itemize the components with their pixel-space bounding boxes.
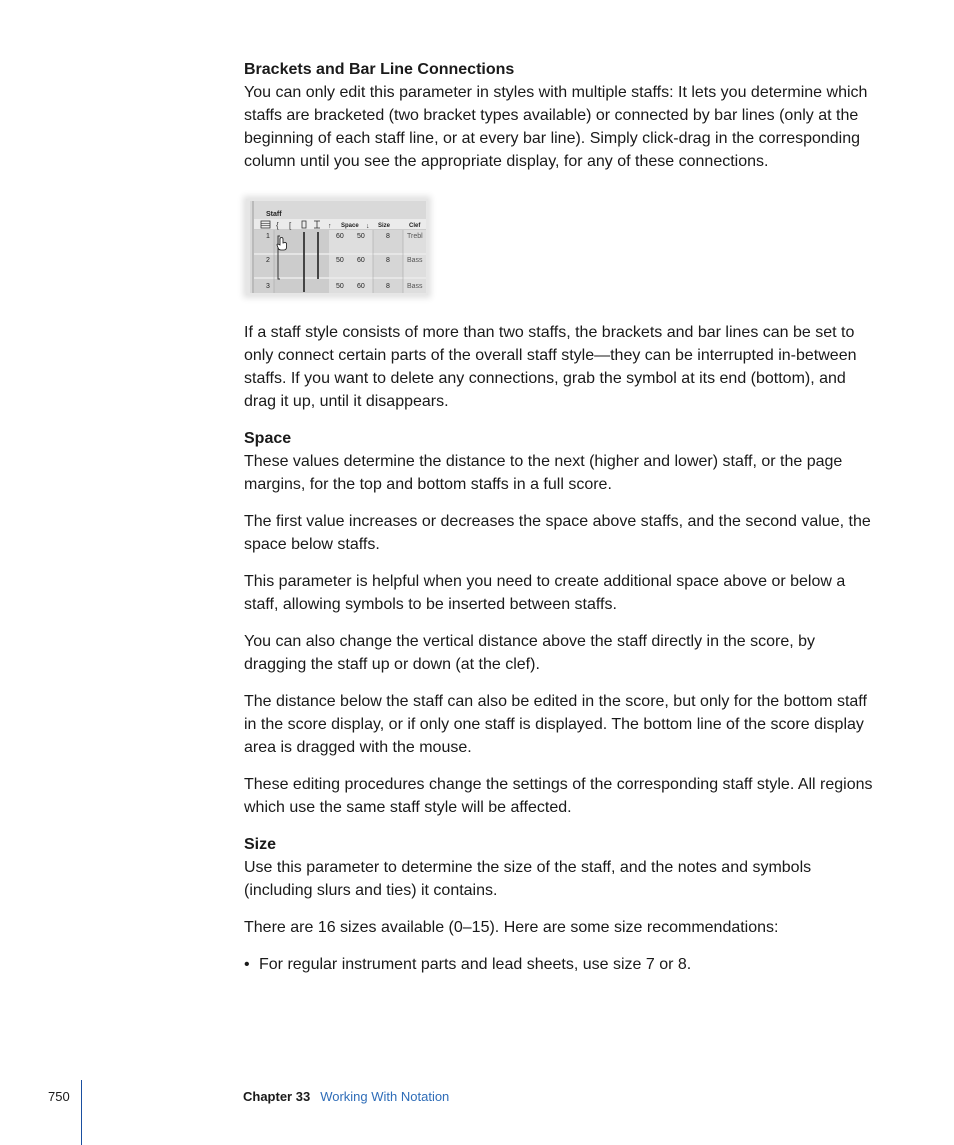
chapter-title-link[interactable]: Working With Notation [320,1089,450,1104]
space-paragraph-1: These values determine the distance to the next (higher and lower) staff, or the page margins, for the top and bottom staffs in a full score. [244,453,843,493]
page-number: 750 [48,1089,70,1104]
space-paragraph-5: The distance below the staff can also be edited in the score, but only for the bottom staff in the score display, or if only one staff is displayed. The bottom line of the score display area is dragged with the mouse. [244,693,867,756]
row-1-clef: Trebl [407,233,423,240]
row-2-clef: Bass [407,257,423,264]
chapter-label: Chapter 33 [243,1089,311,1104]
chapter-reference [243,1089,449,1104]
row-2-space-below: 60 [357,257,365,264]
staff-table-screenshot [246,199,428,295]
page-content [244,58,874,976]
header-size: Size [378,223,391,229]
row-1-number: 1 [266,233,270,240]
space-paragraph-3: This parameter is helpful when you need to create additional space above or below a staff, allowing symbols to be inserted between staffs. [244,573,846,613]
size-paragraph-2: There are 16 sizes available (0–15). Here are some size recommendations: [244,919,779,936]
bracket-icon: [ [289,221,292,230]
row-3-size: 8 [386,283,390,290]
section-heading-space: Space [244,430,292,447]
page-footer [0,1080,954,1145]
figure-title: Staff [266,211,282,218]
after-figure-paragraph: If a staff style consists of more than two staffs, the brackets and bar lines can be set to only connect certain parts of the overall staff style—they can be interrupted in-between staffs. If you want to delete any connections, grab the symbol at its end (bottom), and drag it up, until it disappears. [244,324,857,410]
section-heading-brackets: Brackets and Bar Line Connections [244,61,515,78]
row-3-space-below: 60 [357,283,365,290]
brackets-paragraph: You can only edit this parameter in styles with multiple staffs: It lets you determine which staffs are bracketed (two bracket types available) or connected by bar lines (only at the beginning of each staff line, or at every bar line). Simply click-drag in the corresponding column until you see the appropriate display, for any of these connections. [244,84,868,170]
row-1-space-below: 50 [357,233,365,240]
brace-icon: { [276,221,279,230]
space-paragraph-2: The first value increases or decreases the space above staffs, and the second value, the space below staffs. [244,513,871,553]
header-clef: Clef [409,223,421,229]
footer-divider [81,1080,82,1145]
row-1-size: 8 [386,233,390,240]
row-1-space-above: 60 [336,233,344,240]
space-down-icon: ↓ [366,223,370,230]
list-item: • For regular instrument parts and lead sheets, use size 7 or 8. [244,953,874,976]
space-paragraph-4: You can also change the vertical distance above the staff directly in the score, by dragging the staff up or down (at the clef). [244,633,816,673]
size-paragraph-1: Use this parameter to determine the size of the staff, and the notes and symbols (including slurs and ties) it contains. [244,859,812,899]
header-space: Space [341,223,359,229]
row-2-number: 2 [266,257,270,264]
row-3-space-above: 50 [336,283,344,290]
space-up-icon: ↑ [328,223,332,230]
section-heading-size: Size [244,836,277,853]
row-2-size: 8 [386,257,390,264]
row-2-space-above: 50 [336,257,344,264]
staff-style-figure [246,199,428,295]
size-recommendations-list [244,953,874,976]
row-3-number: 3 [266,283,270,290]
space-paragraph-6: These editing procedures change the settings of the corresponding staff style. All regions which use the same staff style will be affected. [244,776,873,816]
row-3-clef: Bass [407,283,423,290]
